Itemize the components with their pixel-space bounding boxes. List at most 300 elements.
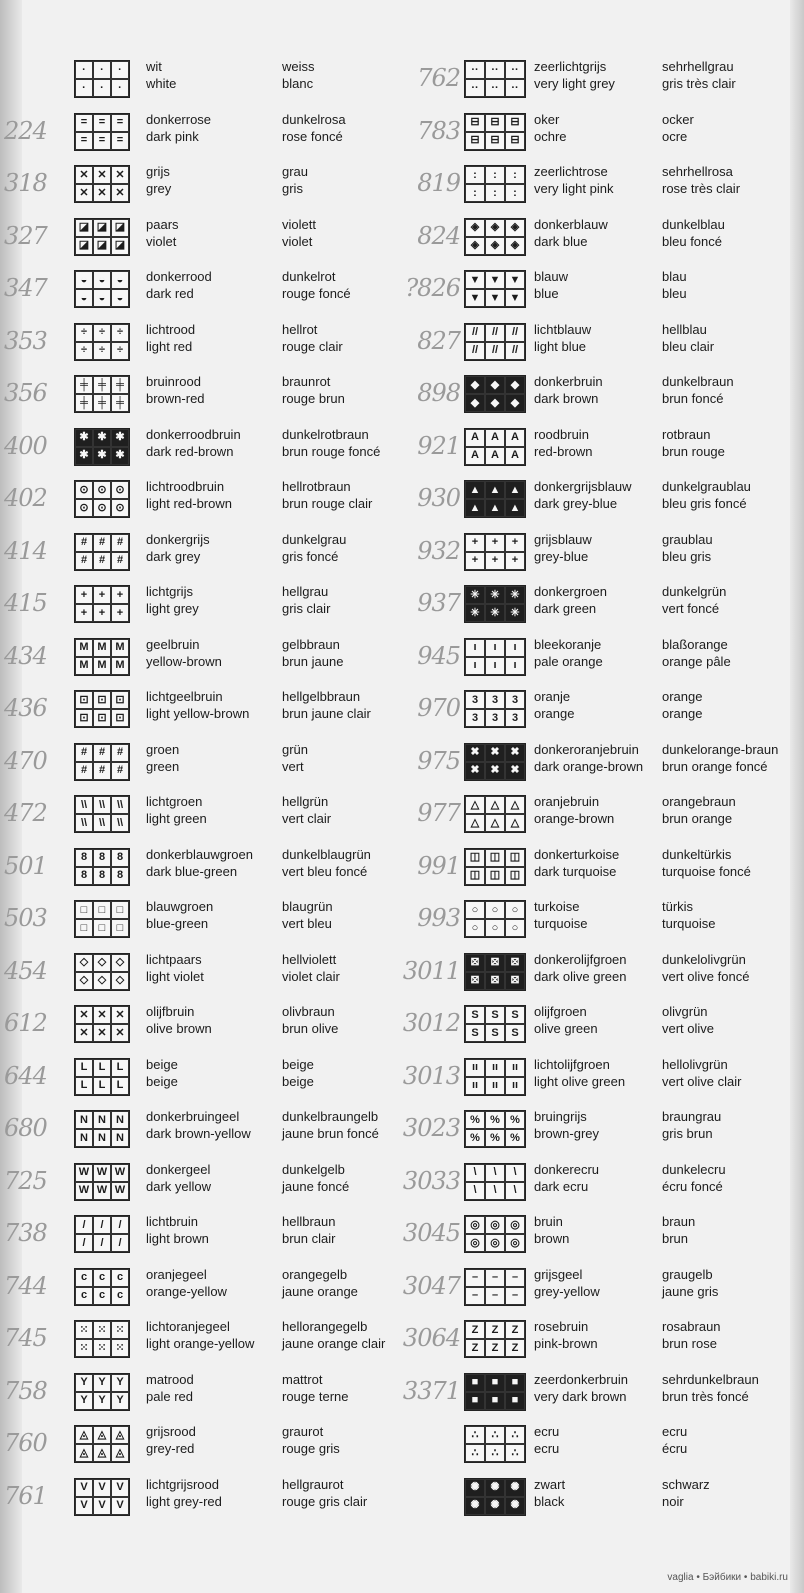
symbol-cell: ⊙	[111, 499, 129, 517]
symbol-cell: //	[465, 342, 485, 360]
symbol-cell: Y	[93, 1392, 111, 1410]
color-number: 436	[4, 694, 47, 722]
symbol-cell: ✱	[93, 429, 111, 447]
symbol-cell: ◈	[505, 219, 525, 237]
color-number: 402	[4, 484, 47, 512]
symbol-cell: ◎	[465, 1234, 485, 1252]
color-name-de: hellviolett	[282, 951, 337, 967]
color-name-fr: brun rouge foncé	[282, 443, 381, 459]
symbol-cell: %	[505, 1111, 525, 1129]
color-number: 3064	[402, 1324, 460, 1352]
color-name-fr: vert clair	[282, 811, 332, 826]
symbol-cell: ı	[465, 657, 485, 675]
color-number: 3023	[402, 1114, 460, 1142]
symbol-cell: :	[485, 166, 505, 184]
color-name-fr: orange	[662, 706, 703, 721]
color-name-en: orange	[534, 706, 575, 721]
color-entry	[0, 1316, 410, 1364]
symbol-cell: ◬	[111, 1426, 129, 1444]
symbol-cell: ╪	[75, 394, 93, 412]
color-name-nl: lichtrood	[146, 321, 196, 337]
symbol-cell: //	[485, 324, 505, 342]
symbol-cell: ı	[505, 657, 525, 675]
symbol-cell: ✺	[465, 1497, 485, 1515]
color-number: 3011	[402, 956, 460, 985]
color-number: 993	[417, 904, 460, 932]
color-name-fr: turquoise	[662, 916, 716, 931]
symbol-grid	[74, 218, 130, 256]
symbol-cell: +	[93, 586, 111, 604]
color-name-de: hellrotbraun	[282, 479, 351, 494]
symbol-cell: □	[111, 901, 129, 919]
symbol-cell: +	[465, 534, 485, 552]
symbol-grid	[74, 1268, 130, 1306]
symbol-cell: ◇	[75, 954, 93, 972]
symbol-cell: ✕	[75, 166, 93, 184]
symbol-grid	[464, 638, 526, 676]
color-name-en: blue-green	[146, 916, 209, 931]
color-name-en: grey-red	[146, 1441, 195, 1456]
color-name-fr: gris foncé	[282, 548, 339, 564]
color-number: ?826	[405, 274, 460, 302]
symbol-grid	[74, 848, 130, 886]
symbol-cell: %	[465, 1111, 485, 1129]
color-name-nl: lichtgroen	[146, 794, 203, 809]
symbol-cell: ▲	[505, 481, 525, 499]
symbol-cell: ıı	[465, 1059, 485, 1077]
symbol-cell: V	[93, 1479, 111, 1497]
color-name-en: ochre	[534, 128, 567, 144]
color-number: 760	[4, 1429, 47, 1457]
symbol-cell: ■	[505, 1374, 525, 1392]
symbol-cell: Z	[485, 1339, 505, 1357]
color-name-en: light brown	[146, 1231, 209, 1246]
color-name-fr: vert olive foncé	[662, 968, 750, 984]
symbol-cell: %	[465, 1129, 485, 1147]
color-name-nl: lichtroodbruin	[146, 479, 225, 494]
symbol-cell: :	[505, 166, 525, 184]
color-name-nl: oranjebruin	[534, 794, 600, 809]
symbol-cell: ✕	[93, 166, 111, 184]
symbol-cell: %	[505, 1129, 525, 1147]
color-name-fr: gris très clair	[662, 76, 736, 91]
color-entry	[0, 161, 410, 209]
symbol-grid	[464, 375, 526, 413]
symbol-cell: ÷	[93, 342, 111, 360]
color-entry	[0, 319, 410, 367]
symbol-cell: ✳	[505, 586, 525, 604]
symbol-cell: ⊠	[485, 954, 505, 972]
symbol-cell: %	[485, 1129, 505, 1147]
color-number: 783	[417, 116, 460, 145]
color-entry	[0, 529, 410, 577]
symbol-cell: c	[111, 1269, 129, 1287]
symbol-cell: –	[485, 1287, 505, 1305]
symbol-cell: ◫	[485, 867, 505, 885]
color-name-nl: lichtbruin	[146, 1214, 199, 1229]
symbol-cell: ✕	[111, 1024, 129, 1042]
symbol-cell: ✳	[485, 604, 505, 622]
symbol-grid	[74, 953, 130, 991]
symbol-cell: ▼	[485, 289, 505, 307]
watermark: vaglia • Бэйбики • babiki.ru	[667, 1572, 788, 1583]
symbol-cell: ▼	[465, 289, 485, 307]
symbol-cell: =	[75, 132, 93, 150]
symbol-cell: ✺	[485, 1497, 505, 1515]
symbol-cell: /	[111, 1216, 129, 1234]
color-name-nl: turkoise	[534, 899, 580, 914]
color-name-en: dark red-brown	[146, 443, 234, 459]
color-entry	[392, 686, 802, 734]
symbol-cell: L	[111, 1077, 129, 1095]
color-name-en: brown-grey	[534, 1126, 600, 1141]
symbol-cell: L	[93, 1059, 111, 1077]
symbol-cell: ✱	[111, 447, 129, 465]
color-name-nl: donkerrose	[146, 111, 212, 127]
symbol-cell: ⊠	[485, 972, 505, 990]
symbol-cell: ○	[505, 901, 525, 919]
color-name-nl: bruinrood	[146, 374, 201, 389]
color-name-en: dark turquoise	[534, 863, 617, 879]
symbol-cell: +	[485, 552, 505, 570]
color-name-en: light yellow-brown	[146, 706, 250, 721]
color-number: 356	[4, 379, 47, 407]
color-name-de: orangebraun	[662, 794, 736, 809]
symbol-cell: △	[505, 814, 525, 832]
color-entry	[392, 319, 802, 367]
symbol-cell: ■	[485, 1392, 505, 1410]
color-number: 745	[4, 1324, 47, 1352]
color-name-de: dunkelblaugrün	[282, 846, 371, 862]
color-name-de: dunkelblau	[662, 216, 725, 232]
symbol-cell: 8	[75, 867, 93, 885]
color-entry	[392, 581, 802, 629]
color-name-en: blue	[534, 286, 559, 301]
symbol-cell: ✺	[505, 1497, 525, 1515]
symbol-cell: ⊙	[93, 481, 111, 499]
color-name-fr: gris brun	[662, 1126, 713, 1141]
symbol-cell: ✱	[75, 447, 93, 465]
symbol-cell: +	[111, 586, 129, 604]
color-name-nl: oranjegeel	[146, 1266, 207, 1282]
symbol-cell: M	[93, 639, 111, 657]
color-entry	[392, 634, 802, 682]
symbol-cell: ◫	[465, 849, 485, 867]
symbol-cell: ◆	[485, 394, 505, 412]
color-name-en: dark pink	[146, 128, 199, 144]
symbol-cell: \\	[111, 796, 129, 814]
symbol-cell: ıı	[485, 1077, 505, 1095]
color-number: 762	[417, 64, 460, 92]
symbol-cell: ◬	[111, 1444, 129, 1462]
symbol-grid	[464, 480, 526, 518]
color-number: 400	[4, 431, 47, 460]
color-number: 318	[4, 169, 47, 197]
color-name-en: red-brown	[534, 443, 593, 459]
symbol-cell: ◈	[465, 237, 485, 255]
color-entry	[392, 1369, 802, 1417]
color-name-nl: oranje	[534, 689, 571, 704]
symbol-cell: ✖	[465, 762, 485, 780]
symbol-grid	[464, 1110, 526, 1148]
symbol-cell: △	[485, 796, 505, 814]
symbol-cell: ╪	[111, 376, 129, 394]
symbol-cell: =	[111, 132, 129, 150]
symbol-grid	[74, 1163, 130, 1201]
symbol-grid	[464, 1320, 526, 1358]
symbol-grid	[464, 165, 526, 203]
symbol-cell: \	[505, 1164, 525, 1182]
symbol-cell: :	[465, 166, 485, 184]
color-name-nl: beige	[146, 1056, 178, 1072]
color-name-nl: wit	[146, 59, 162, 74]
color-number: 827	[417, 326, 460, 355]
color-name-de: schwarz	[662, 1476, 710, 1492]
color-name-fr: brun rouge clair	[282, 496, 373, 511]
color-entry	[392, 56, 802, 104]
color-name-en: light blue	[534, 338, 587, 354]
symbol-grid	[74, 638, 130, 676]
color-name-fr: écru foncé	[662, 1178, 723, 1194]
symbol-cell: ·	[75, 79, 93, 97]
symbol-cell: □	[75, 901, 93, 919]
symbol-grid	[464, 1215, 526, 1253]
color-name-de: dunkelgrün	[662, 584, 727, 599]
symbol-cell: ✺	[485, 1479, 505, 1497]
color-number: 415	[4, 589, 47, 617]
symbol-cell: c	[111, 1287, 129, 1305]
color-entry	[392, 1421, 802, 1469]
symbol-cell: ÷	[111, 324, 129, 342]
symbol-grid	[74, 1058, 130, 1096]
color-entry	[0, 424, 410, 472]
color-name-en: light grey-red	[146, 1493, 222, 1509]
symbol-cell: W	[111, 1182, 129, 1200]
color-number: 930	[417, 484, 460, 512]
color-name-nl: lichtpaars	[146, 951, 202, 967]
color-name-en: light orange-yellow	[146, 1336, 255, 1351]
color-entry	[0, 1001, 410, 1049]
color-entry	[392, 1054, 802, 1102]
symbol-cell: △	[465, 814, 485, 832]
symbol-cell: ◒	[111, 271, 129, 289]
color-name-fr: brun orange foncé	[662, 758, 768, 774]
symbol-cell: ◫	[505, 849, 525, 867]
symbol-cell: ◎	[465, 1216, 485, 1234]
symbol-cell: 8	[93, 849, 111, 867]
symbol-cell: /	[93, 1234, 111, 1252]
symbol-cell: ✱	[111, 429, 129, 447]
symbol-cell: ⊙	[75, 481, 93, 499]
symbol-cell: ◪	[75, 219, 93, 237]
color-name-en: light red	[146, 338, 193, 354]
symbol-cell: ◒	[111, 289, 129, 307]
symbol-cell: ✳	[505, 604, 525, 622]
color-name-de: dunkelgrau	[282, 531, 347, 547]
color-name-de: dunkelrotbraun	[282, 426, 369, 442]
symbol-cell: c	[93, 1287, 111, 1305]
color-name-en: orange-brown	[534, 811, 615, 826]
color-name-nl: donkergrijs	[146, 531, 210, 547]
symbol-cell: \	[505, 1182, 525, 1200]
symbol-cell: L	[75, 1059, 93, 1077]
color-name-fr: bleu clair	[662, 338, 715, 354]
symbol-cell: 3	[505, 691, 525, 709]
symbol-cell: ◆	[485, 376, 505, 394]
symbol-cell: □	[93, 901, 111, 919]
symbol-cell: ∴	[505, 1426, 525, 1444]
color-name-nl: donkeroranjebruin	[534, 741, 639, 757]
symbol-grid	[74, 1215, 130, 1253]
color-name-de: braunrot	[282, 374, 331, 389]
color-entry	[0, 581, 410, 629]
symbol-grid	[464, 270, 526, 308]
color-name-nl: donkerbruingeel	[146, 1109, 240, 1124]
symbol-cell: M	[111, 639, 129, 657]
color-name-fr: écru	[662, 1441, 688, 1456]
color-name-en: dark olive green	[534, 968, 627, 984]
color-entry	[0, 266, 410, 314]
symbol-cell: Z	[465, 1339, 485, 1357]
color-entry	[0, 371, 410, 419]
color-name-en: dark grey-blue	[534, 496, 618, 511]
color-number: 970	[417, 694, 460, 722]
color-name-nl: paars	[146, 216, 179, 232]
color-name-fr: brun rose	[662, 1336, 717, 1351]
symbol-cell: ◬	[93, 1426, 111, 1444]
color-name-de: hellgelbbraun	[282, 689, 361, 704]
color-name-fr: orange pâle	[662, 653, 731, 669]
color-number: 991	[417, 851, 460, 880]
symbol-cell: ▲	[465, 481, 485, 499]
symbol-cell: 8	[111, 849, 129, 867]
symbol-cell: ◎	[485, 1216, 505, 1234]
color-name-fr: vert	[282, 758, 304, 774]
color-name-fr: vert bleu foncé	[282, 863, 368, 879]
color-name-nl: donkergeel	[146, 1161, 211, 1177]
color-entry	[0, 686, 410, 734]
symbol-grid	[74, 1110, 130, 1148]
color-name-en: very dark brown	[534, 1388, 627, 1404]
color-name-de: sehrhellgrau	[662, 59, 734, 74]
symbol-cell: N	[93, 1129, 111, 1147]
symbol-cell: c	[75, 1269, 93, 1287]
symbol-cell: ·	[111, 79, 129, 97]
color-name-en: violet	[146, 233, 177, 249]
symbol-cell: ◇	[75, 972, 93, 990]
symbol-cell: ◪	[111, 237, 129, 255]
color-number: 819	[417, 169, 460, 197]
symbol-cell: ▲	[465, 499, 485, 517]
color-name-en: dark blue-green	[146, 863, 238, 879]
symbol-grid	[464, 1478, 526, 1516]
symbol-grid	[74, 165, 130, 203]
symbol-grid	[464, 428, 526, 466]
color-name-en: very light pink	[534, 181, 614, 196]
color-name-nl: groen	[146, 741, 180, 757]
color-name-en: brown-red	[146, 391, 205, 406]
color-name-fr: turquoise foncé	[662, 863, 751, 879]
symbol-cell: ◪	[75, 237, 93, 255]
symbol-cell: N	[111, 1111, 129, 1129]
symbol-cell: ∴	[485, 1444, 505, 1462]
symbol-cell: △	[465, 796, 485, 814]
color-name-fr: beige	[282, 1073, 314, 1089]
color-name-de: gelbbraun	[282, 636, 340, 652]
color-name-en: light violet	[146, 968, 204, 984]
symbol-cell: ı	[465, 639, 485, 657]
symbol-cell: ⊠	[505, 972, 525, 990]
color-name-de: hellrot	[282, 321, 318, 337]
symbol-cell: ◇	[93, 954, 111, 972]
symbol-cell: Y	[111, 1374, 129, 1392]
color-entry	[392, 1106, 802, 1154]
color-name-nl: grijsblauw	[534, 531, 592, 547]
symbol-cell: 3	[485, 709, 505, 727]
symbol-cell: V	[75, 1497, 93, 1515]
color-entry	[0, 109, 410, 157]
color-name-en: ecru	[534, 1441, 560, 1456]
symbol-grid	[464, 1425, 526, 1463]
color-name-nl: grijs	[146, 164, 170, 179]
symbol-cell: ◇	[93, 972, 111, 990]
symbol-cell: □	[93, 919, 111, 937]
symbol-cell: c	[93, 1269, 111, 1287]
symbol-cell: W	[75, 1164, 93, 1182]
color-number: 932	[417, 536, 460, 565]
symbol-cell: A	[485, 447, 505, 465]
color-number: 3013	[402, 1061, 460, 1090]
symbol-cell: //	[505, 342, 525, 360]
color-name-en: light olive green	[534, 1073, 626, 1089]
color-name-en: pale red	[146, 1388, 193, 1404]
color-number: 3371	[402, 1376, 460, 1405]
symbol-cell: ✖	[505, 744, 525, 762]
symbol-cell: 3	[485, 691, 505, 709]
color-name-fr: jaune foncé	[282, 1178, 350, 1194]
color-name-nl: bruingrijs	[534, 1109, 587, 1124]
symbol-cell: V	[111, 1497, 129, 1515]
symbol-cell: #	[75, 762, 93, 780]
symbol-cell: ✖	[465, 744, 485, 762]
color-name-fr: brun orange	[662, 811, 733, 826]
color-name-de: braungrau	[662, 1109, 722, 1124]
symbol-grid	[74, 1005, 130, 1043]
color-number: 3047	[402, 1271, 460, 1300]
symbol-cell: /	[75, 1234, 93, 1252]
symbol-grid	[74, 743, 130, 781]
symbol-grid	[74, 900, 130, 938]
color-name-en: brown	[534, 1231, 570, 1246]
symbol-cell: ··	[505, 61, 525, 79]
symbol-cell: ⁙	[93, 1321, 111, 1339]
color-name-en: light red-brown	[146, 496, 232, 511]
color-name-fr: brun jaune clair	[282, 706, 371, 721]
symbol-cell: ✖	[505, 762, 525, 780]
color-name-fr: rouge gris	[282, 1441, 340, 1456]
symbol-grid	[464, 953, 526, 991]
color-name-de: hellbraun	[282, 1214, 336, 1229]
color-entry	[0, 1474, 410, 1522]
symbol-cell: Y	[75, 1374, 93, 1392]
symbol-cell: ✕	[75, 1006, 93, 1024]
symbol-cell: ✺	[505, 1479, 525, 1497]
color-name-nl: donkerblauw	[534, 216, 608, 232]
color-name-de: dunkelgraublau	[662, 479, 751, 494]
symbol-cell: \\	[75, 814, 93, 832]
color-entry	[392, 109, 802, 157]
color-name-en: yellow-brown	[146, 653, 222, 669]
